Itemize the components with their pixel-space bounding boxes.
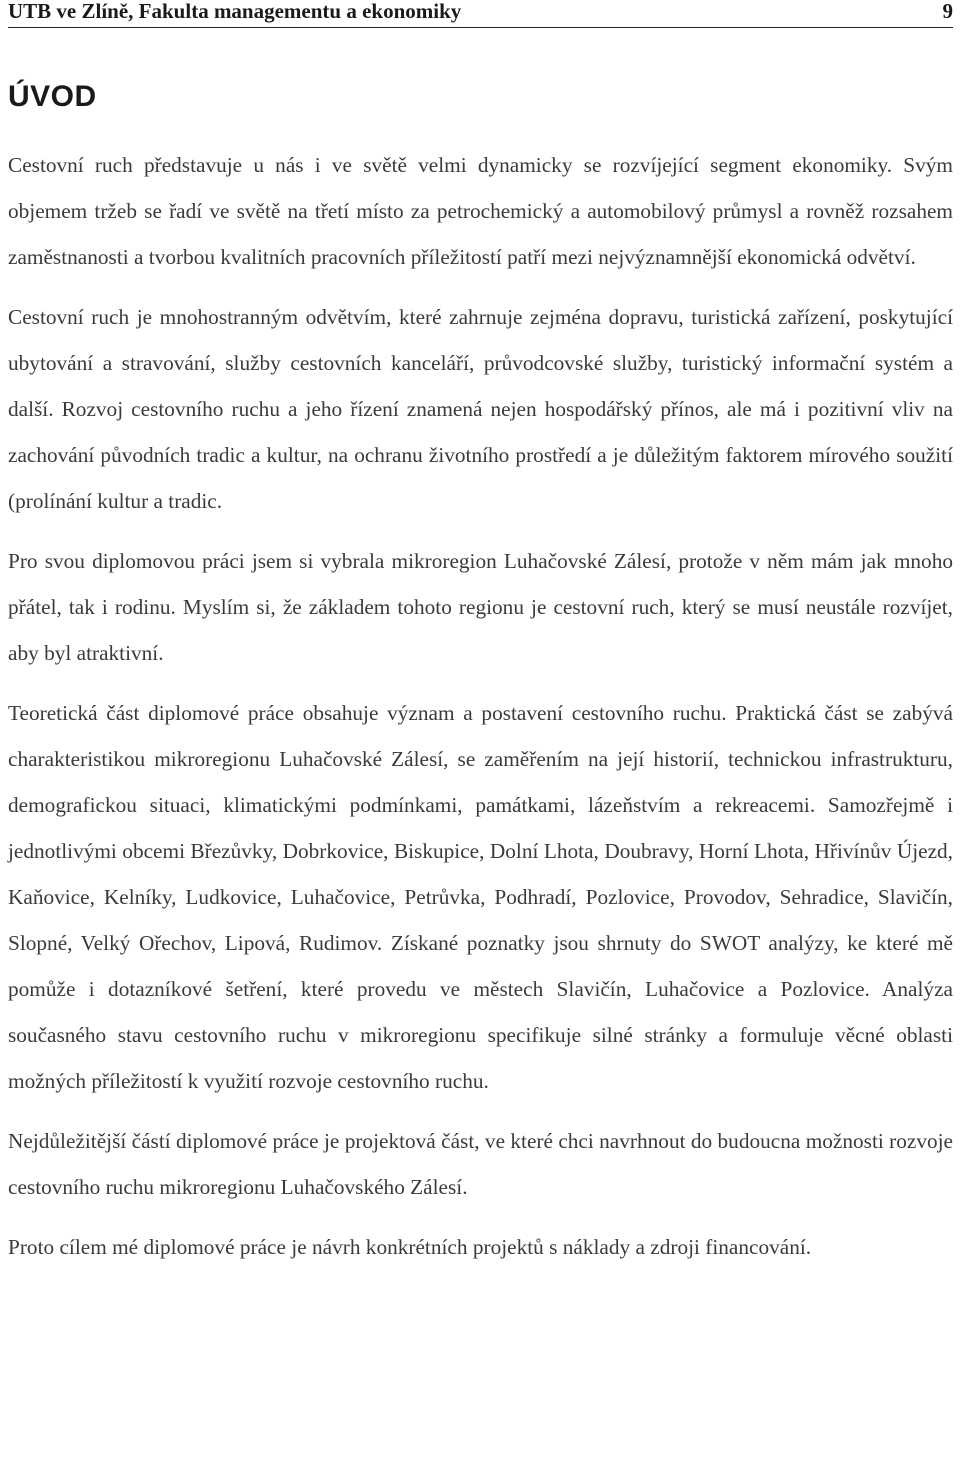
paragraph-1: Cestovní ruch představuje u nás i ve světě velmi dynamicky se rozvíjející segment ekonomiky. Svým objemem tržeb se řadí ve světě na třetí místo za petrochemický a automobilový průmysl a rovněž rozsahem zaměstnanosti a tvorbou kvalitních pracovních příležitostí patří mezi nejvýznamnější ekonomická odvětví.: [8, 153, 953, 269]
paragraph-5: Nejdůležitější částí diplomové práce je projektová část, ve které chci navrhnout do budoucna možnosti rozvoje cestovního ruchu mikroregionu Luhačovského Zálesí.: [8, 1129, 953, 1199]
header-title: UTB ve Zlíně, Fakulta managementu a ekonomiky: [8, 0, 462, 23]
page-header: [8, 0, 953, 28]
paragraph-6: Proto cílem mé diplomové práce je návrh konkrétních projektů s náklady a zdroji financování.: [8, 1235, 812, 1259]
section-heading: ÚVOD: [8, 80, 97, 113]
paragraph-4: Teoretická část diplomové práce obsahuje význam a postavení cestovního ruchu. Praktická část se zabývá charakteristikou mikroregionu Luhačovské Zálesí, se zaměřením na její historií, technickou infrastrukturu, demografickou situaci, klimatickými podmínkami, památkami, lázeňstvím a rekreacemi. Samozřejmě i jednotlivými obcemi Březůvky, Dobrkovice, Biskupice, Dolní Lhota, Doubravy, Horní Lhota, Hřivínův Újezd, Kaňovice, Kelníky, Ludkovice, Luhačovice, Petrůvka, Podhradí, Pozlovice, Provodov, Sehradice, Slavičín, Slopné, Velký Ořechov, Lipová, Rudimov. Získané poznatky jsou shrnuty do SWOT analýzy, ke které mě pomůže i dotazníkové šetření, které provedu ve městech Slavičín, Luhačovice a Pozlovice. Analýza současného stavu cestovního ruchu v mikroregionu specifikuje silné stránky a formuluje věcné oblasti možných příležitostí k využití rozvoje cestovního ruchu.: [8, 701, 953, 1093]
paragraph-3: Pro svou diplomovou práci jsem si vybrala mikroregion Luhačovské Zálesí, protože v něm mám jak mnoho přátel, tak i rodinu. Myslím si, že základem tohoto regionu je cestovní ruch, který se musí neustále rozvíjet, aby byl atraktivní.: [8, 549, 953, 665]
paragraph-2: Cestovní ruch je mnohostranným odvětvím, které zahrnuje zejména dopravu, turistická zařízení, poskytující ubytování a stravování, služby cestovních kanceláří, průvodcovské služby, turistický informační systém a další. Rozvoj cestovního ruchu a jeho řízení znamená nejen hospodářský přínos, ale má i pozitivní vliv na zachování původních tradic a kultur, na ochranu životního prostředí a je důležitým faktorem mírového soužití (prolínání kultur a tradic.: [8, 305, 953, 513]
body-text: [8, 142, 953, 1284]
page-number: 9: [942, 0, 953, 23]
document-page: [8, 0, 953, 1259]
